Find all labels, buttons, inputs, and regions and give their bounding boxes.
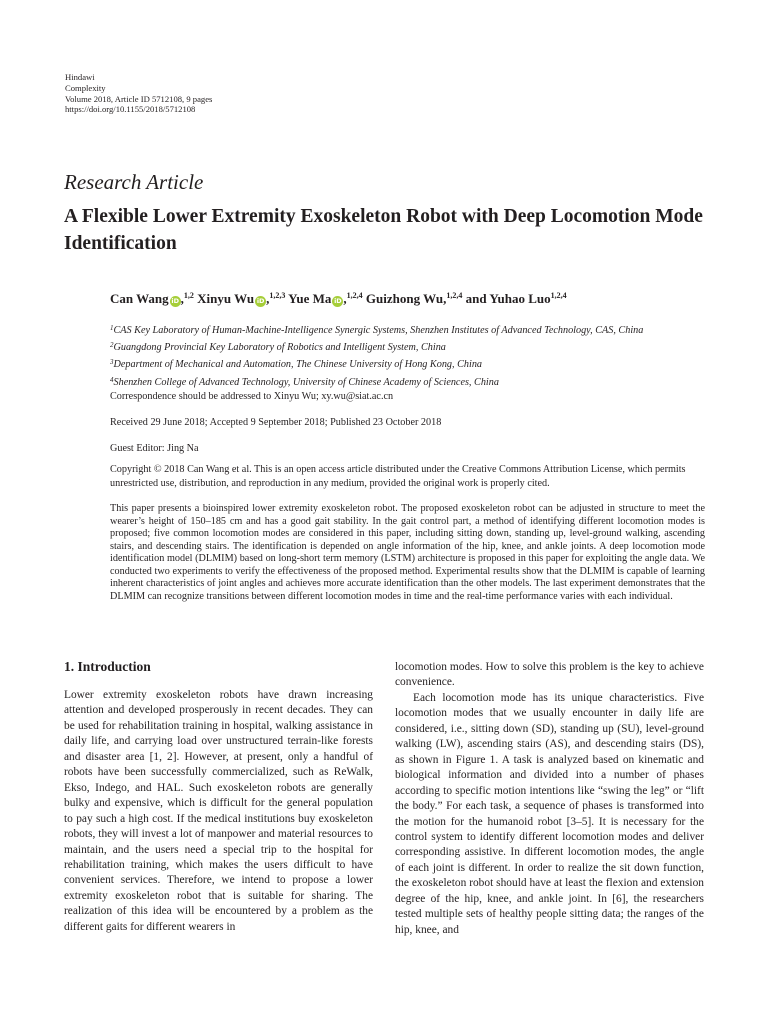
affiliation-text: Shenzhen College of Advanced Technology, University of Chinese Academy of Sciences, China	[113, 376, 499, 388]
journal-header	[65, 72, 212, 115]
affiliation-item	[110, 355, 643, 372]
affiliation-number: 2	[110, 341, 114, 350]
author-affil: 1,2,4	[346, 291, 363, 300]
author-affil: 1,2,4	[550, 291, 567, 300]
affiliation-list	[110, 321, 643, 390]
body-paragraph: locomotion modes. How to solve this problem is the key to achieve convenience.	[395, 661, 704, 689]
author-list: Can Wang iD ,$^{1,2}$ Xinyu Wu iD ,$^{1,2,3}$ Yue Ma iD ,$^{1,2,4}$ Guizhong Wu,$^{1,2,4}$ and Yuhao Luo$^{1,2,4}$	[110, 291, 567, 306]
publisher-name: Hindawi	[65, 72, 95, 82]
orcid-icon[interactable]: iD	[256, 297, 265, 305]
author-name: Xinyu Wu	[197, 291, 255, 306]
author-name: Guizhong Wu,	[365, 291, 447, 306]
affiliation-item	[110, 373, 643, 390]
journal-name: Complexity	[65, 82, 106, 93]
author-affil: 1,2,4	[446, 291, 463, 300]
affiliation-item	[110, 321, 643, 338]
section-heading-introduction: 1. Introduction	[64, 659, 151, 674]
affiliation-number: 4	[110, 375, 114, 384]
affiliation-text: Department of Mechanical and Automation, The Chinese University of Hong Kong, China	[113, 359, 483, 371]
correspondence: Correspondence should be addressed to Xinyu Wu; xy.wu@siat.ac.cn	[110, 391, 394, 402]
affiliation-text: CAS Key Laboratory of Human-Machine-Intelligence Synergic Systems, Shenzhen Institutes of Advanced Technology, CAS, China	[113, 325, 644, 336]
publication-dates: Received 29 June 2018; Accepted 9 September 2018; Published 23 October 2018	[110, 417, 442, 428]
body-paragraph: Each locomotion mode has its unique characteristics. Five locomotion modes that we usually encounter in daily life are considered, i.e., sitting down (SD), standing up (SU), level-ground walking (LW), ascending stairs (AS), and descending stairs (DS), as shown in Figure 1. A task is analyzed based on kinematic and biological information and divided into a number of phases according to specific motion intentions like “swing the leg” or “lift the body.” For each task, a sequence of phases is transformed into the motion for the humanoid robot [3–5]. It is necessary for the control system to identify different locomotion modes and deliver corresponding assistive. In different locomotion modes, the angle of each joint is different. In order to realize the sit down function, the exoskeleton robot should have at least the flexion and extension degree of the hip, knee, and ankle joint. In [6], the researchers tested multiple sets of healthy people sitting data; the ranges of the hip, knee, and	[395, 691, 704, 936]
abstract: This paper presents a bioinspired lower extremity exoskeleton robot. The proposed exoskeleton robot can be adjusted in structure to meet the wearer’s height of 150–185 cm and has a good gait stability. In the gait control part, a method of identifying different locomotion modes is proposed; five common locomotion modes are considered in this paper, including sitting down, standing up, level-ground walking, ascending stairs, and descending stairs. The identification is depended on angle information of the hip, knee, and ankle joints. A deep locomotion mode identification model (DLMIM) based on long-short term memory (LSTM) architecture is proposed in this paper for exploiting the angle data. We conducted two experiments to verify the effectiveness of the proposed method. Experimental results show that the DLMIM is capable of learning inherent characteristics of joint angles and achieves more accurate identification than the other models. The last experiment demonstrates that the DLMIM can recognize transitions between different locomotion modes in time and the real-time performance varies with each individual.	[110, 503, 705, 602]
intro-column-left	[64, 688, 373, 935]
author-affil: 1,2	[183, 291, 194, 300]
orcid-icon[interactable]: iD	[334, 297, 342, 305]
author-name: Can Wang	[110, 291, 169, 306]
affiliation-number: 3	[110, 358, 114, 367]
guest-editor: Guest Editor: Jing Na	[110, 443, 199, 454]
body-paragraph: Lower extremity exoskeleton robots have drawn increasing attention and developed prosperously in recent decades. They can be used for rehabilitation training in hospital, walking assistance in daily life, and carrying load over unstructured terrain-like forests and disaster area [1, 2]. However, at present, only a handful of robots have been successfully commercialized, such as ReWalk, Ekso, Indego, and HAL. Such exoskeleton robots are generally bulky and expensive, which is difficult for the general population to pay such a high cost. If the medical institutions buy exoskeleton robots, they will invest a lot of manpower and material resources to maintain, and the users need a special trip to the hospital for rehabilitation training, which makes the users difficult to have convenient services. Therefore, we intend to propose a lower extremity exoskeleton robot that is suitable for sharing. The realization of this idea will be encountered by a problem as the different gaits for different wearers in	[64, 689, 373, 933]
affiliation-item	[110, 338, 643, 355]
author-name: and Yuhao Luo	[465, 291, 551, 306]
article-type: Research Article	[64, 170, 204, 194]
author-name: Yue Ma	[288, 291, 332, 306]
paper-title: A Flexible Lower Extremity Exoskeleton Robot with Deep Locomotion Mode Identification	[64, 206, 703, 254]
volume-line: Volume 2018, Article ID 5712108, 9 pages	[65, 93, 213, 104]
affiliation-number: 1	[110, 324, 114, 332]
author-affil: 1,2,3	[269, 291, 286, 300]
copyright-notice: Copyright © 2018 Can Wang et al. This is an open access article distributed under the Creative Commons Attribution License, which permits unrestricted use, distribution, and reproduction in any medium, provided the original work is properly cited.	[110, 464, 686, 490]
orcid-icon[interactable]: iD	[171, 297, 179, 305]
doi-link[interactable]: https://doi.org/10.1155/2018/5712108	[65, 104, 196, 115]
affiliation-text: Guangdong Provincial Key Laboratory of Robotics and Intelligent System, China	[113, 342, 446, 354]
intro-column-right	[395, 660, 704, 938]
